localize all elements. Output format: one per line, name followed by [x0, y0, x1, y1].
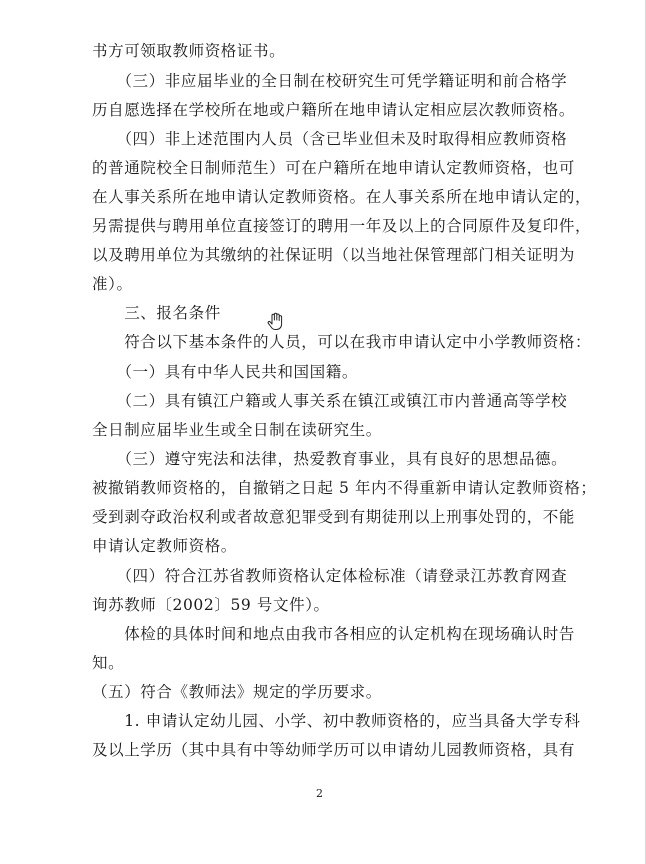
text-line: 及以上学历（其中具有中等幼师学历可以申请幼儿园教师资格，具有: [92, 741, 576, 759]
text-line: （四）非上述范围内人员（含已毕业但未及时取得相应教师资格: [92, 130, 568, 148]
text-line: 准）。: [92, 275, 133, 293]
text-line: （三）遵守宪法和法律，热爱教育事业，具有良好的思想品德。: [92, 450, 568, 468]
text-line: 符合以下基本条件的人员，可以在我市申请认定中小学教师资格：: [92, 333, 592, 351]
text-line: （三）非应届毕业的全日制在校研究生可凭学籍证明和前合格学: [92, 72, 568, 90]
page-number: 2: [316, 787, 323, 800]
text-line: 的普通院校全日制师范生）可在户籍所在地申请认定教师资格，也可: [92, 159, 576, 177]
text-line: 受到剥夺政治权利或者故意犯罪受到有期徒刑以上刑事处罚的，不能: [92, 508, 576, 526]
text-line: 书方可领取教师资格证书。: [92, 42, 286, 60]
text-line: 1. 申请认定幼儿园、小学、初中教师资格的，应当具备大学专科: [92, 712, 581, 730]
text-line: 被撤销教师资格的，自撤销之日起 5 年内不得重新申请认定教师资格；: [92, 479, 597, 497]
text-line: 另需提供与聘用单位直接签订的聘用一年及以上的合同原件及复印件，: [92, 217, 592, 235]
text-line: （二）具有镇江户籍或人事关系在镇江或镇江市内普通高等学校: [92, 392, 568, 410]
text-line: 以及聘用单位为其缴纳的社保证明（以当地社保管理部门相关证明为: [92, 246, 576, 264]
text-line: 申请认定教师资格。: [92, 537, 237, 555]
hand-pointer-icon: [266, 312, 286, 332]
text-line: 在人事关系所在地申请认定教师资格。在人事关系所在地申请认定的，: [92, 188, 592, 206]
text-line: 知。: [92, 654, 125, 672]
text-line: （五）符合《教师法》规定的学历要求。: [92, 683, 382, 701]
text-line: （四）符合江苏省教师资格认定体检标准（请登录江苏教育网查: [92, 567, 568, 585]
text-line: 全日制应届毕业生或全日制在读研究生。: [92, 421, 382, 439]
text-line: 体检的具体时间和地点由我市各相应的认定机构在现场确认时告: [92, 625, 576, 643]
text-line: 历自愿选择在学校所在地或户籍所在地申请认定相应层次教师资格。: [92, 101, 576, 119]
text-line: 询苏教师〔2002〕59 号文件）。: [92, 596, 330, 614]
text-line: （一）具有中华人民共和国国籍。: [92, 363, 358, 381]
section-heading: 三、报名条件: [92, 304, 221, 322]
